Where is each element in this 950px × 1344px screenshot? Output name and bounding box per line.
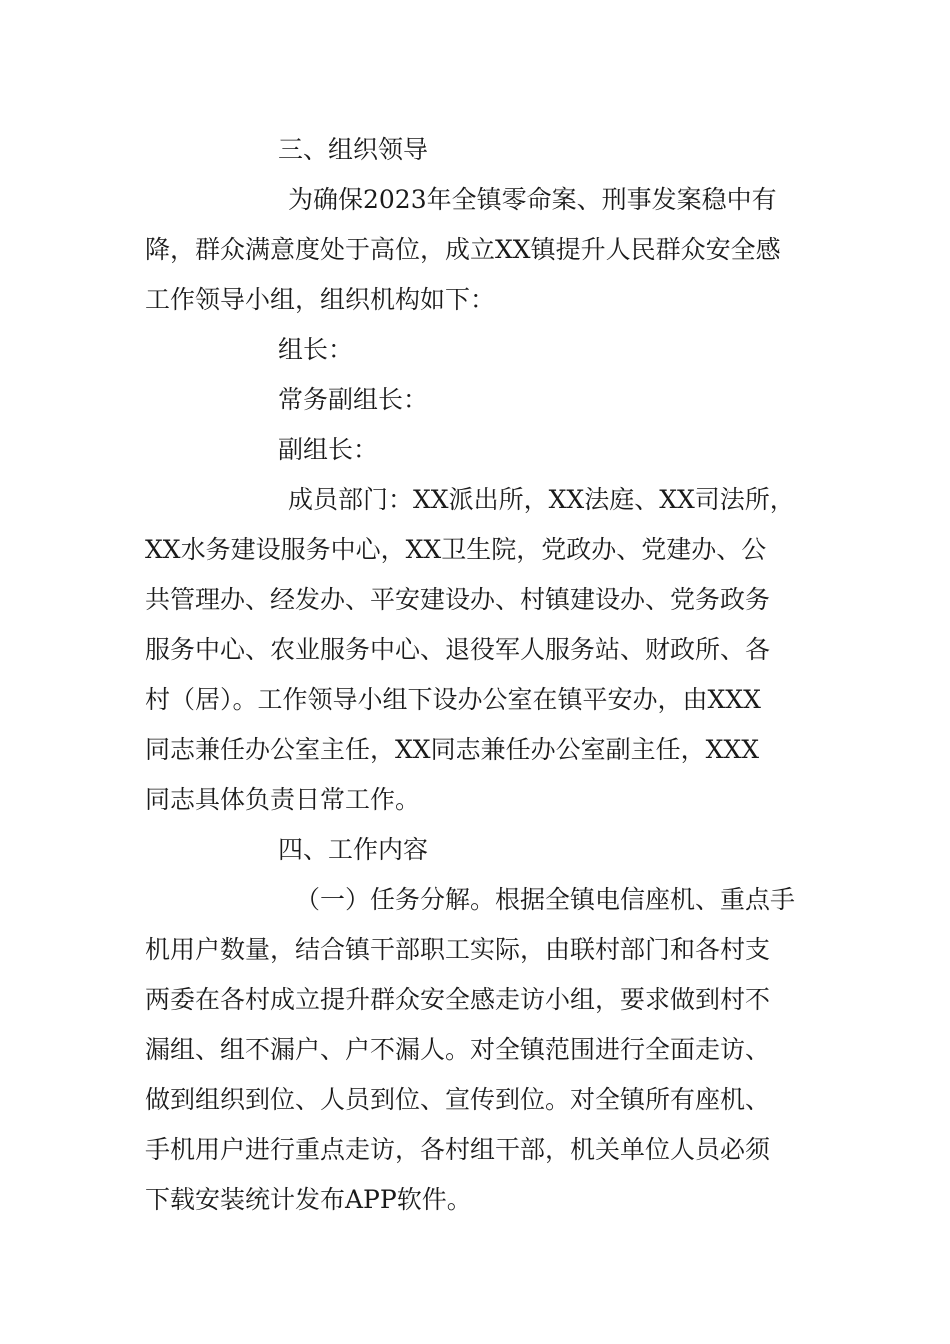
paragraph-line: 同志兼任办公室主任，XX同志兼任办公室副主任，XXX	[145, 735, 759, 764]
document-body	[145, 125, 815, 1225]
paragraph-line: 漏组、组不漏户、户不漏人。对全镇范围进行全面走访、	[145, 1035, 771, 1064]
paragraph-line: 服务中心、农业服务中心、退役军人服务站、财政所、各	[145, 635, 771, 664]
paragraph-line: 成员部门：XX派出所，XX法庭、XX司法所，	[288, 485, 795, 514]
paragraph-line: 下载安装统计发布APP软件。	[145, 1185, 472, 1214]
section-heading-work-content: 四、工作内容	[278, 835, 429, 864]
paragraph-line: 两委在各村成立提升群众安全感走访小组，要求做到村不	[145, 985, 771, 1014]
paragraph-line: （一）任务分解。根据全镇电信座机、重点手	[295, 885, 796, 914]
paragraph-line: 为确保2023年全镇零命案、刑事发案稳中有	[288, 185, 777, 214]
paragraph-line: 降，群众满意度处于高位，成立XX镇提升人民群众安全感	[145, 235, 781, 264]
paragraph-task-breakdown	[145, 875, 815, 1225]
executive-deputy-line: 常务副组长：	[278, 385, 429, 414]
paragraph-line: XX水务建设服务中心，XX卫生院，党政办、党建办、公	[145, 535, 767, 564]
paragraph-line: 共管理办、经发办、平安建设办、村镇建设办、党务政务	[145, 585, 771, 614]
paragraph-members	[145, 475, 815, 825]
deputy-line: 副组长：	[278, 435, 379, 464]
leader-line: 组长：	[278, 335, 354, 364]
paragraph-purpose	[145, 175, 815, 325]
paragraph-line: 手机用户进行重点走访，各村组干部，机关单位人员必须	[145, 1135, 771, 1164]
paragraph-line: 做到组织到位、人员到位、宣传到位。对全镇所有座机、	[145, 1085, 771, 1114]
section-heading-organization: 三、组织领导	[278, 135, 429, 164]
paragraph-line: 村（居）。工作领导小组下设办公室在镇平安办，由XXX	[145, 685, 761, 714]
paragraph-line: 机用户数量，结合镇干部职工实际，由联村部门和各村支	[145, 935, 771, 964]
paragraph-line: 工作领导小组，组织机构如下：	[145, 285, 496, 314]
paragraph-line: 同志具体负责日常工作。	[145, 785, 421, 814]
